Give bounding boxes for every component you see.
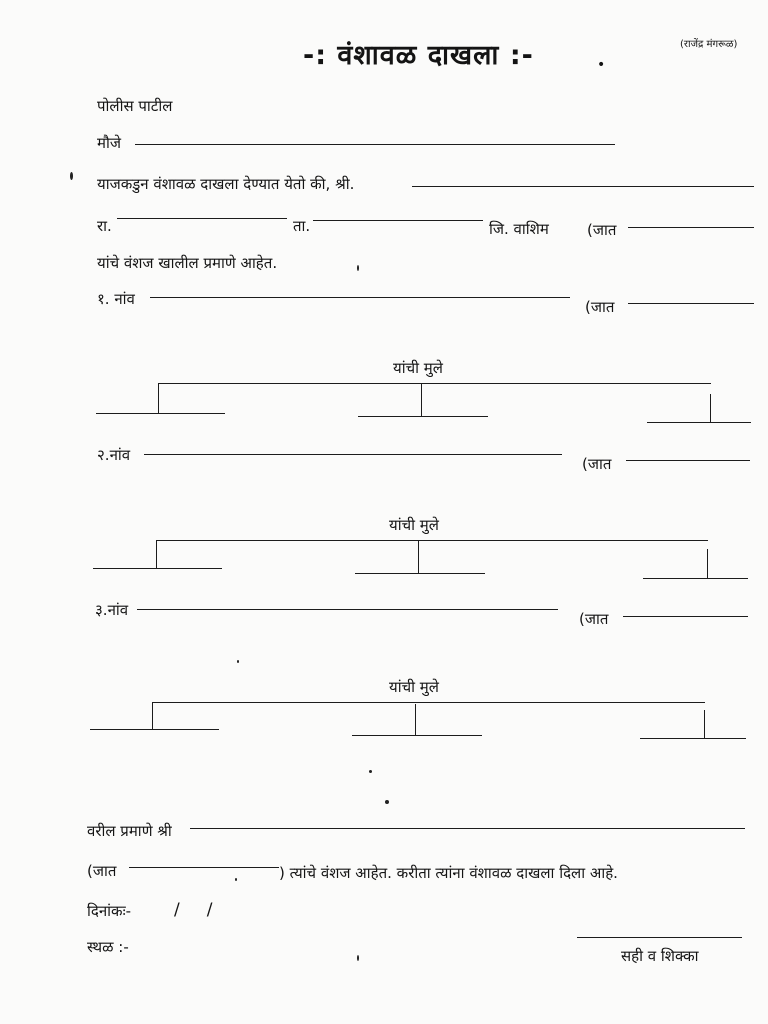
signature-label: सही व शिक्का (621, 947, 699, 965)
scan-speck (237, 660, 239, 663)
tree-2-right-drop (707, 549, 708, 578)
tree-1-middle-drop (421, 384, 422, 416)
tree-1-child-line-left (96, 413, 225, 414)
shri-name-fill-line (412, 186, 754, 187)
page-title: -: वंशावळ दाखला :- (303, 40, 534, 71)
entry-1-children-title: यांची मुले (393, 359, 443, 377)
ra-fill-line (117, 218, 287, 219)
tree-3-middle-drop (415, 704, 416, 736)
tree-2-child-line-right (643, 578, 748, 579)
entry-2-jaat-line (626, 460, 750, 461)
tree-3-right-drop (704, 710, 705, 739)
footer-jaat-fill-line (129, 867, 279, 868)
entry-3-jaat-label: (जात (579, 610, 609, 628)
tree-3-bracket-top (152, 702, 705, 703)
tree-2-middle-drop (418, 541, 419, 573)
descendants-text: यांचे वंशज खालील प्रमाणे आहेत. (97, 254, 278, 272)
tree-1-bracket-top (158, 383, 711, 384)
jaat-label-intro: (जात (587, 221, 617, 239)
scan-speck (385, 800, 389, 804)
tree-2-child-line-middle (355, 573, 485, 574)
tree-2-left-drop (156, 540, 157, 568)
tree-2-child-line-left (93, 568, 222, 569)
author-note: (राजेंद्र मंगरूळ) (680, 39, 738, 50)
tree-1-child-line-right (647, 422, 751, 423)
above-shri-text: वरील प्रमाणे श्री (87, 822, 172, 840)
entry-2-jaat-label: (जात (582, 455, 612, 473)
above-shri-fill-line (190, 828, 745, 829)
entry-1-jaat-line (628, 303, 754, 304)
scan-speck (357, 265, 359, 271)
tree-1-child-line-middle (358, 416, 488, 417)
ta-label: ता. (293, 217, 311, 235)
decorative-dot: • (597, 57, 606, 73)
scan-speck (235, 878, 237, 881)
date-slashes: / / (174, 900, 213, 920)
entry-2-children-title: यांची मुले (389, 516, 439, 534)
entry-1-jaat-label: (जात (585, 298, 615, 316)
scan-speck (70, 172, 73, 180)
scan-speck (369, 770, 372, 773)
ta-fill-line (313, 220, 483, 221)
tree-3-child-line-right (640, 738, 746, 739)
tree-3-child-line-left (90, 729, 219, 730)
entry-3-jaat-line (623, 616, 748, 617)
ji-label: जि. वाशिम (489, 220, 549, 238)
tree-1-left-drop (158, 383, 159, 413)
entry-3-children-title: यांची मुले (389, 678, 439, 696)
signature-line (577, 937, 742, 938)
date-label: दिनांकः- (87, 902, 132, 920)
entry-2-name-label: २.नांव (97, 446, 131, 464)
scan-speck (357, 955, 359, 961)
certify-text: याजकडुन वंशावळ दाखला देण्यात येतो की, श्री. (97, 175, 355, 193)
jaat-fill-line-intro (628, 227, 754, 228)
police-patil-label: पोलीस पाटील (97, 97, 173, 115)
mouje-fill-line (135, 144, 615, 145)
ra-label: रा. (97, 217, 112, 235)
tree-2-bracket-top (156, 540, 708, 541)
entry-1-name-line (150, 297, 570, 298)
tree-1-right-drop (710, 394, 711, 422)
place-label: स्थळ :- (87, 938, 129, 956)
tree-3-child-line-middle (352, 735, 482, 736)
entry-3-name-line (137, 609, 558, 610)
descendants-statement: ) त्यांचे वंशज आहेत. करीता त्यांना वंशावळ दाखला दिला आहे. (279, 864, 618, 882)
entry-1-name-label: १. नांव (97, 290, 135, 308)
entry-3-name-label: ३.नांव (95, 601, 129, 619)
entry-2-name-line (144, 454, 562, 455)
tree-3-left-drop (152, 702, 153, 729)
mouje-label: मौजे (97, 134, 121, 152)
footer-jaat-label: (जात (87, 862, 117, 880)
